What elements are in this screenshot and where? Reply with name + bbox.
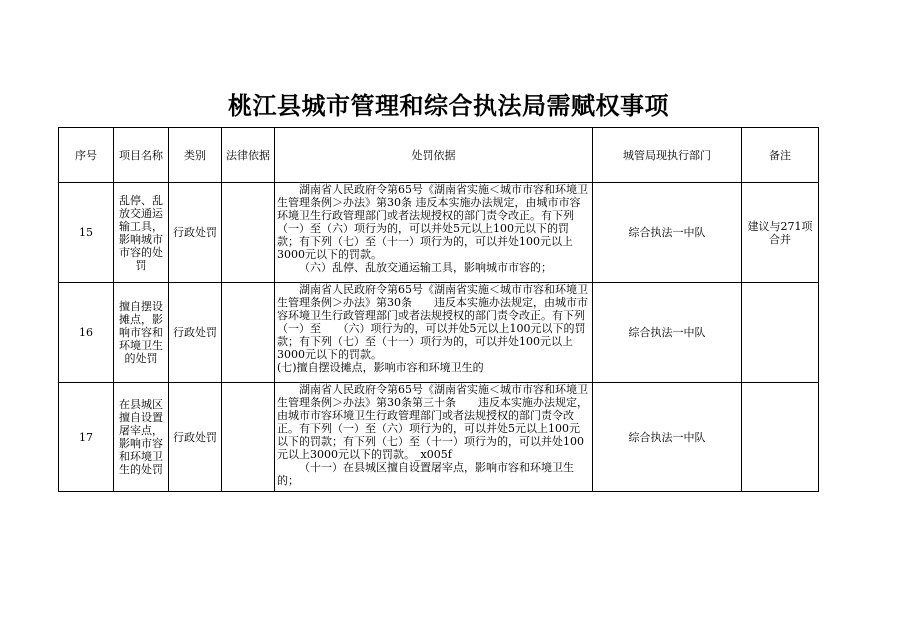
- basis-main: 湖南省人民政府令第65号《湖南省实施＜城市市容和环境卫生管理条例＞办法》第30条 违反本实施办法规定，由城市市容环境卫生行政管理部门或者法规授权的部门责令改正。有下列（一）至（六）项行为的，可以并处5元以上100元以下的罚款；有下列（七）至（十一）项行为的，可以并处100元以上3000元以下的罚款。: [277, 183, 588, 261]
- cell-dept: 综合执法一中队: [593, 283, 742, 383]
- cell-note: [742, 383, 819, 492]
- cell-law: [222, 383, 275, 492]
- authority-table: [58, 127, 819, 492]
- basis-main: 湖南省人民政府令第65号《湖南省实施＜城市市容和环境卫生管理条例＞办法》第30条 违反本实施办法规定，由城市市容环境卫生行政管理部门或者法规授权的部门责令改正。有下列（一）至 （六）项行为的，可以并处5元以上100元以下的罚款；有下列（七）至（十一）项行为的，可以并处100元以上3000元以下的罚款。: [277, 283, 588, 361]
- header-law: 法律依据: [222, 128, 275, 183]
- cell-seq: 16: [59, 283, 114, 383]
- cell-dept: 综合执法一中队: [593, 183, 742, 283]
- cell-category: 行政处罚: [169, 383, 222, 492]
- table-row: [59, 183, 819, 283]
- basis-item: （十一）在县城区擅自设置屠宰点，影响市容和环境卫生的；: [277, 461, 574, 487]
- cell-seq: 17: [59, 383, 114, 492]
- cell-name: 擅自摆设摊点，影响市容和环境卫生的处罚: [114, 283, 169, 383]
- basis-item: （六）乱停、乱放交通运输工具，影响城市市容的；: [299, 261, 552, 274]
- header-dept: 城管局现执行部门: [593, 128, 742, 183]
- cell-law: [222, 183, 275, 283]
- cell-note: [742, 283, 819, 383]
- cell-law: [222, 283, 275, 383]
- table-row: [59, 383, 819, 492]
- header-category: 类别: [169, 128, 222, 183]
- cell-basis: [275, 383, 593, 492]
- cell-basis: [275, 283, 593, 383]
- cell-category: 行政处罚: [169, 183, 222, 283]
- cell-basis: [275, 183, 593, 283]
- cell-seq: 15: [59, 183, 114, 283]
- header-row: [59, 128, 819, 183]
- header-name: 项目名称: [114, 128, 169, 183]
- header-basis: 处罚依据: [275, 128, 593, 183]
- cell-name: 乱停、乱放交通运输工具，影响城市市容的处罚: [114, 183, 169, 283]
- basis-main: 湖南省人民政府令第65号《湖南省实施＜城市市容和环境卫生管理条例＞办法》第30条第三十条 违反本实施办法规定，由城市市容环境卫生行政管理部门或者法规授权的部门责令改正。有下列（一）至（六）项行为的，可以并处5元以上100元以下的罚款；有下列（七）至（十一）项行为的，可以并处100元以上3000元以下的罚款。_x005f: [277, 383, 588, 461]
- cell-name: 在县城区擅自设置屠宰点，影响市容和环境卫生的处罚: [114, 383, 169, 492]
- page-title: 桃江县城市管理和综合执法局需赋权事项: [228, 92, 669, 120]
- header-seq: 序号: [59, 128, 114, 183]
- cell-note: 建议与271项合并: [742, 183, 819, 283]
- table-row: [59, 283, 819, 383]
- cell-category: 行政处罚: [169, 283, 222, 383]
- cell-dept: 综合执法一中队: [593, 383, 742, 492]
- basis-item: (七)擅自摆设摊点，影响市容和环境卫生的: [277, 361, 484, 374]
- header-note: 备注: [742, 128, 819, 183]
